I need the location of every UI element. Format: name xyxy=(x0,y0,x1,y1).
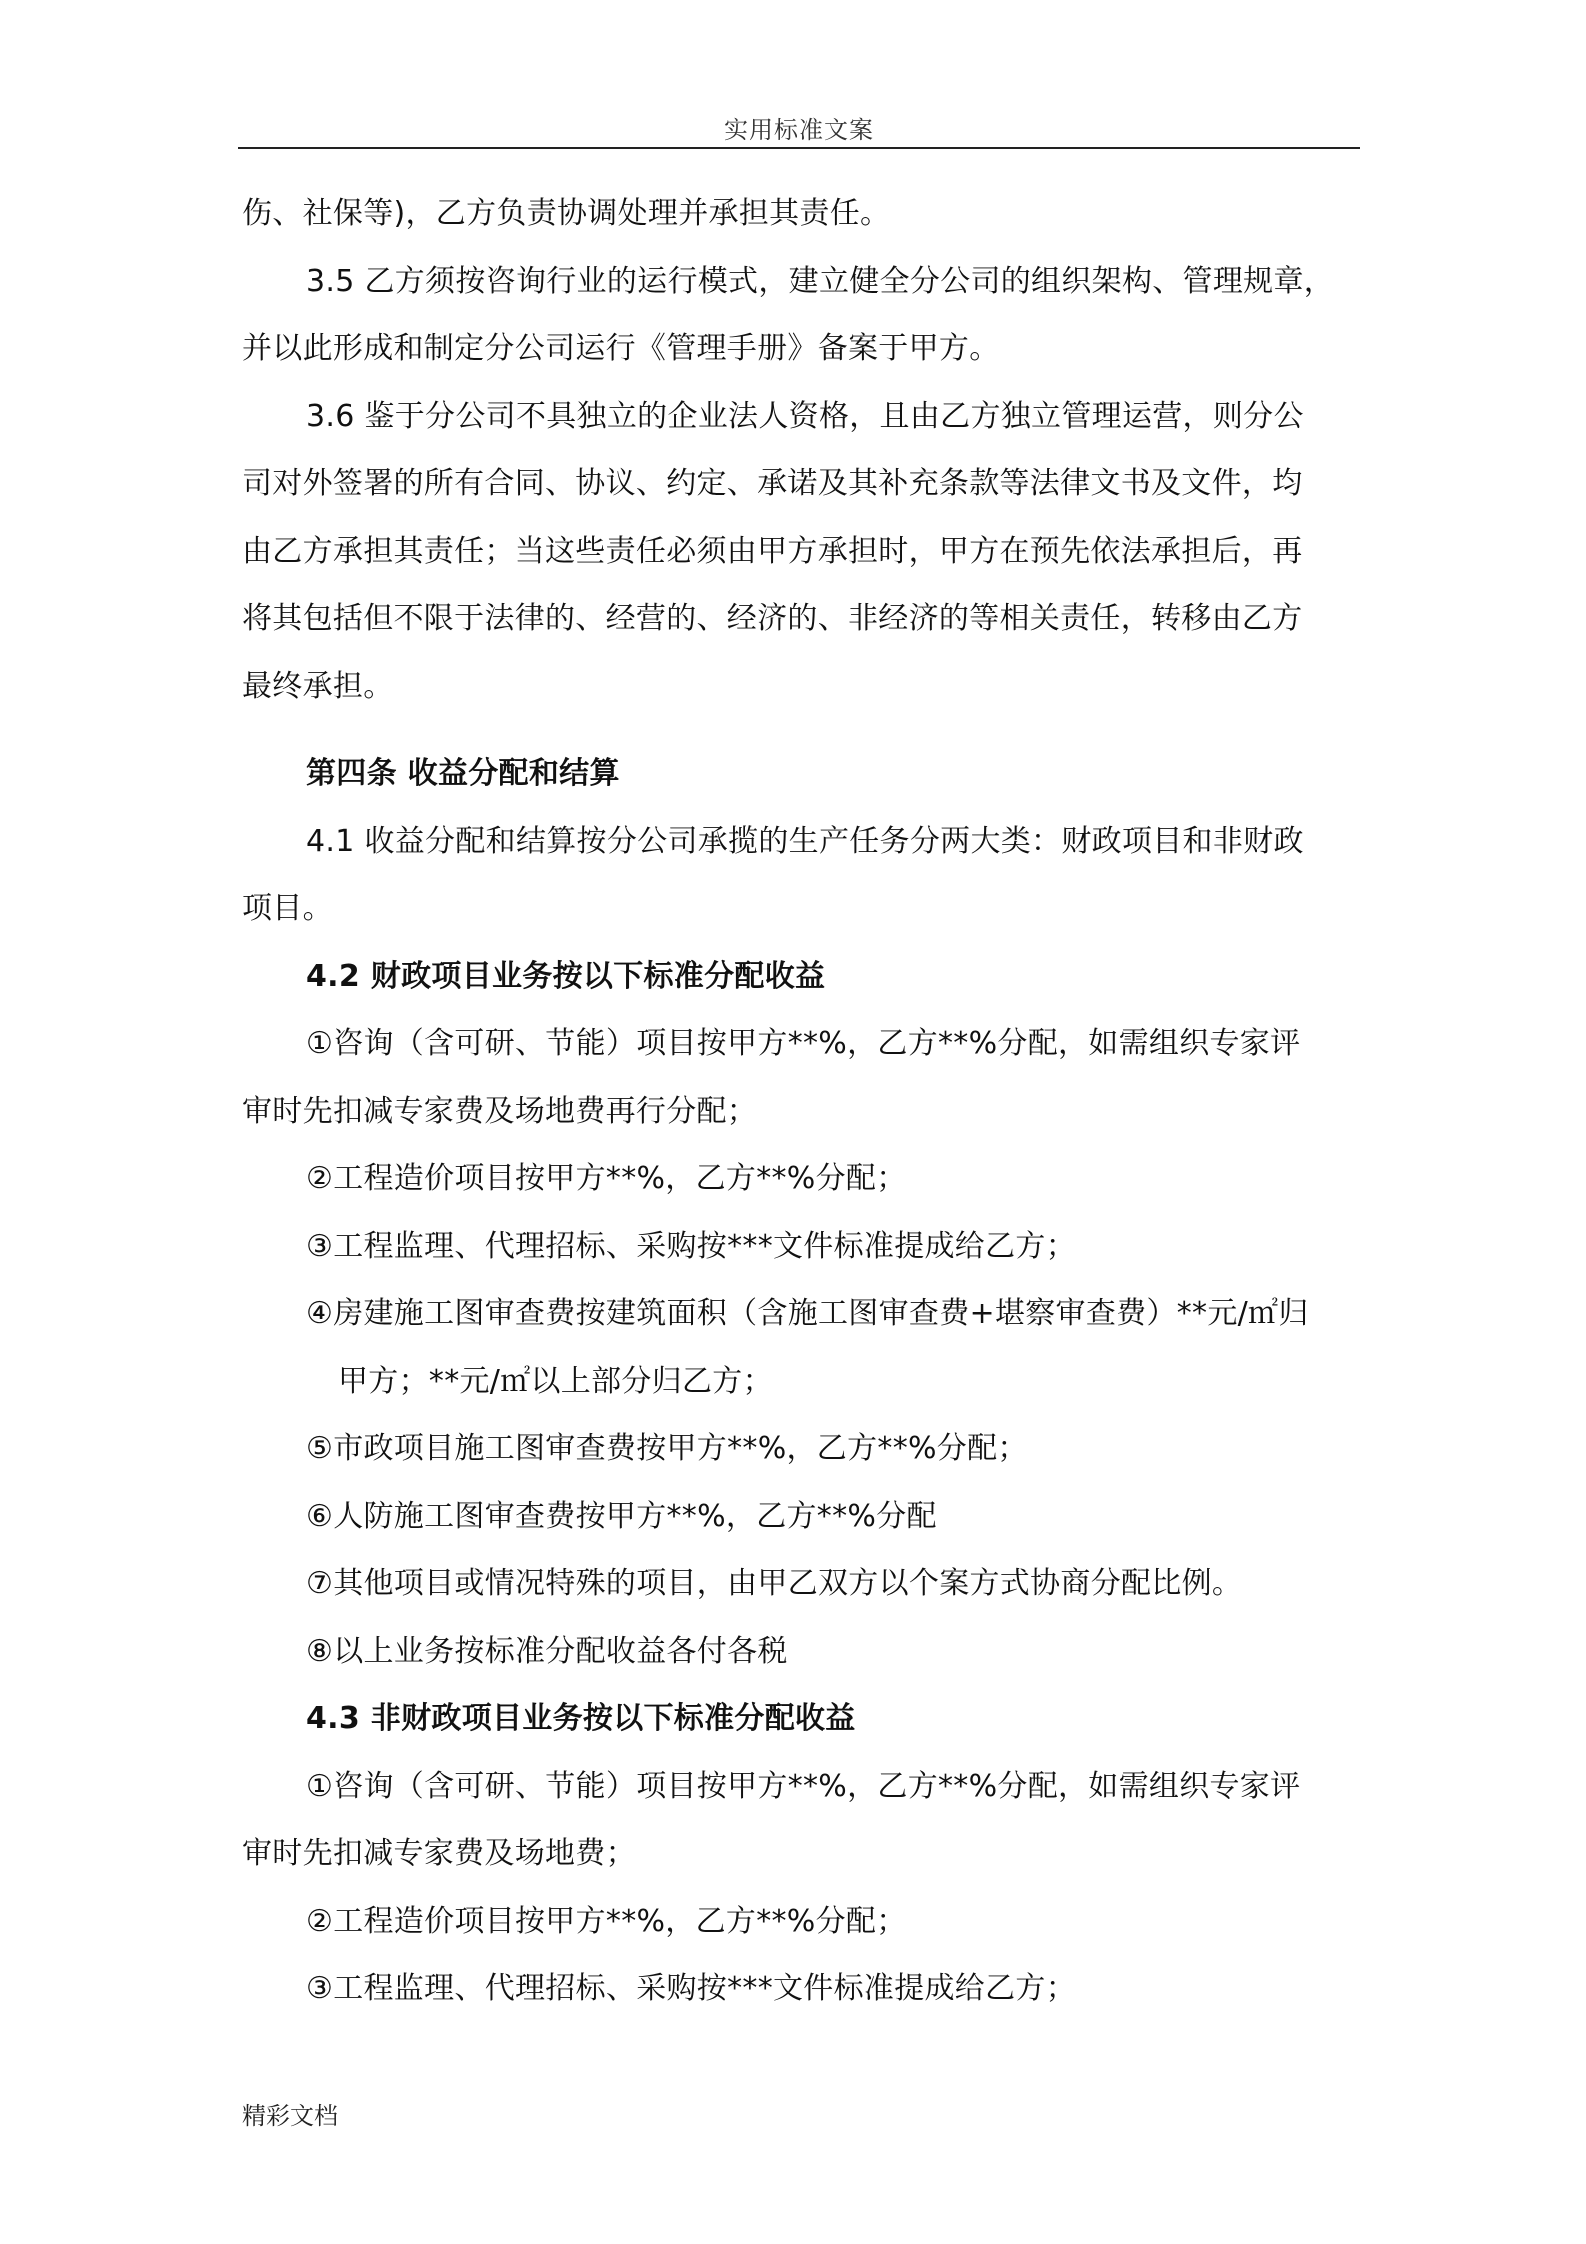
list-item: ⑧以上业务按标准分配收益各付各税 xyxy=(306,1634,788,1669)
list-item: ⑤市政项目施工图审查费按甲方**%，乙方**%分配； xyxy=(306,1431,1028,1466)
list-item: ⑥人防施工图审查费按甲方**%，乙方**%分配 xyxy=(306,1499,937,1534)
paragraph-line: 审时先扣减专家费及场地费； xyxy=(242,1836,636,1871)
list-item: ①咨询（含可研、节能）项目按甲方**%，乙方**%分配，如需组织专家评 xyxy=(306,1026,1301,1061)
paragraph-line: 司对外签署的所有合同、协议、约定、承诺及其补充条款等法律文书及文件，均 xyxy=(242,466,1303,501)
paragraph-line: 并以此形成和制定分公司运行《管理手册》备案于甲方。 xyxy=(242,331,1000,366)
paragraph-line: 甲方；**元/㎡以上部分归乙方； xyxy=(338,1364,773,1399)
section-heading: 第四条 收益分配和结算 xyxy=(306,756,620,791)
list-item: ②工程造价项目按甲方**%，乙方**%分配； xyxy=(306,1904,907,1939)
list-item: ③工程监理、代理招标、采购按***文件标准提成给乙方； xyxy=(306,1229,1076,1264)
subsection-heading: 4.3 非财政项目业务按以下标准分配收益 xyxy=(306,1701,856,1736)
paragraph-line: 项目。 xyxy=(242,891,333,926)
page-header: 实用标准文案 xyxy=(724,116,874,144)
paragraph-line: 由乙方承担其责任；当这些责任必须由甲方承担时，甲方在预先依法承担后，再 xyxy=(242,534,1303,569)
page-footer: 精彩文档 xyxy=(242,2102,338,2130)
paragraph-line: 将其包括但不限于法律的、经营的、经济的、非经济的等相关责任，转移由乙方 xyxy=(242,601,1303,636)
subsection-heading: 4.2 财政项目业务按以下标准分配收益 xyxy=(306,959,826,994)
paragraph-line: 伤、社保等)，乙方负责协调处理并承担其责任。 xyxy=(242,196,891,231)
paragraph-line: 3.6 鉴于分公司不具独立的企业法人资格，且由乙方独立管理运营，则分公 xyxy=(306,399,1304,434)
paragraph-line: 3.5 乙方须按咨询行业的运行模式，建立健全分公司的组织架构、管理规章， xyxy=(306,264,1335,299)
list-item: ④房建施工图审查费按建筑面积（含施工图审查费+堪察审查费）**元/㎡归 xyxy=(306,1296,1309,1331)
list-item: ⑦其他项目或情况特殊的项目，由甲乙双方以个案方式协商分配比例。 xyxy=(306,1566,1243,1601)
header-divider xyxy=(238,147,1360,149)
paragraph-line: 最终承担。 xyxy=(242,669,394,704)
list-item: ①咨询（含可研、节能）项目按甲方**%，乙方**%分配，如需组织专家评 xyxy=(306,1769,1301,1804)
list-item: ②工程造价项目按甲方**%，乙方**%分配； xyxy=(306,1161,907,1196)
paragraph-line: 审时先扣减专家费及场地费再行分配； xyxy=(242,1094,758,1129)
list-item: ③工程监理、代理招标、采购按***文件标准提成给乙方； xyxy=(306,1971,1076,2006)
paragraph-line: 4.1 收益分配和结算按分公司承揽的生产任务分两大类：财政项目和非财政 xyxy=(306,824,1304,859)
